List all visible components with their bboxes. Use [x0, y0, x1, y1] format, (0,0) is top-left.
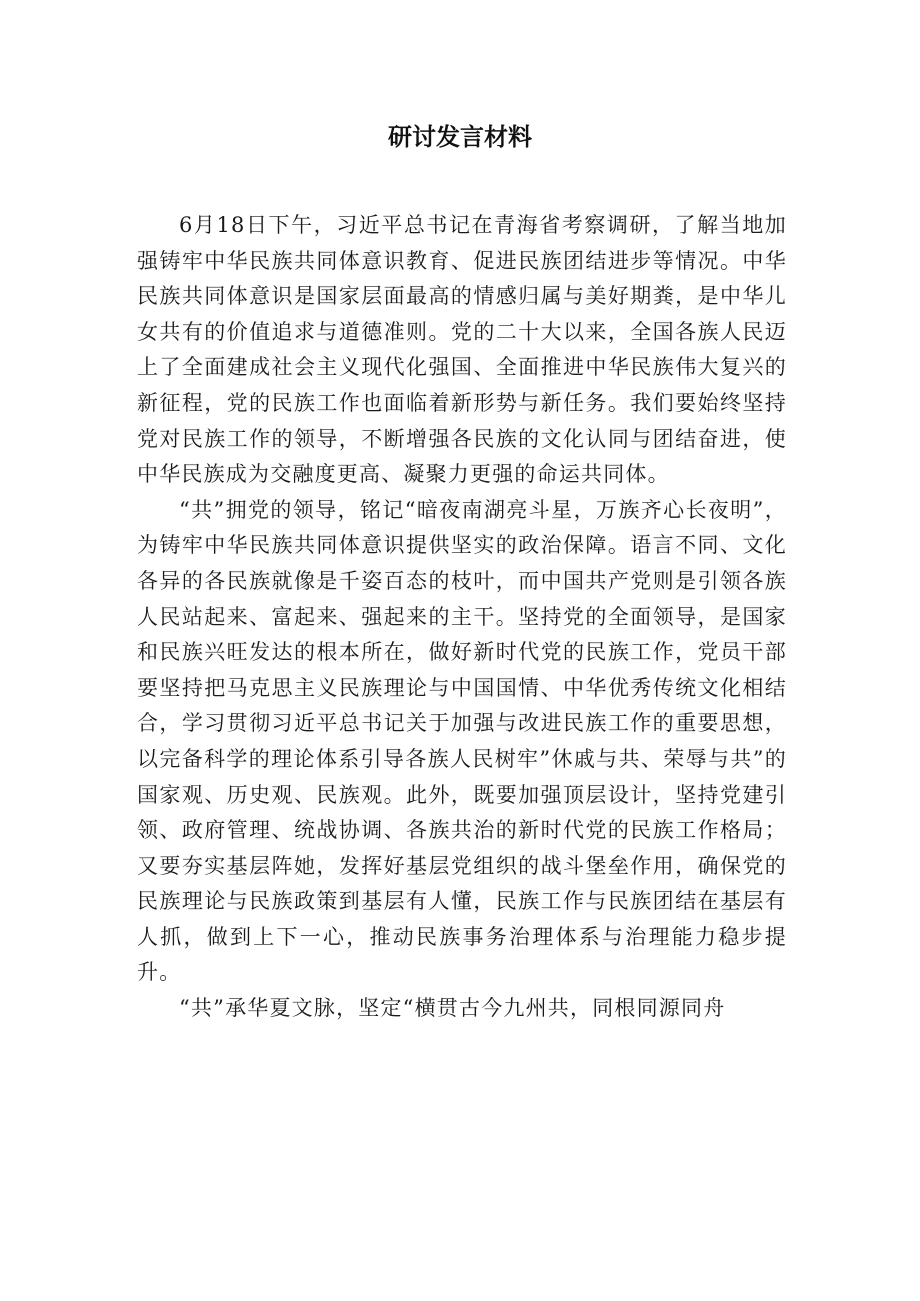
document-body: [137, 208, 787, 1027]
paragraph-2: “共”拥党的领导，铭记“暗夜南湖亮斗星，万族齐心长夜明”，为铸牢中华民族共同体意识提供坚实的政治保障。语言不同、文化各异的各民族就像是千姿百态的枝叶，而中国共产党则是引领各族人民站起来、富起来、强起来的主干。坚持党的全面领导，是国家和民族兴旺发达的根本所在，做好新时代党的民族工作，党员干部要坚持把马克思主义民族理论与中国国情、中华优秀传统文化相结合，学习贯彻习近平总书记关于加强与改进民族工作的重要思想，以完备科学的理论体系引导各族人民树牢”休戚与共、荣辱与共”的国家观、历史观、民族观。此外，既要加强顶层设计，坚持党建引领、政府管理、统战协调、各族共治的新时代党的民族工作格局；又要夯实基层阵她，发挥好基层党组织的战斗堡垒作用，确保党的民族理论与民族政策到基层有人懂，民族工作与民族团结在基层有人抓，做到上下一心，推动民族事务治理体系与治理能力稳步提升。: [137, 497, 787, 985]
paragraph-1: 6月18日下午，习近平总书记在青海省考察调研，了解当地加强铸牢中华民族共同体意识教育、促进民族团结进步等情况。中华民族共同体意识是国家层面最高的情感归属与美好期粪，是中华儿女共有的价值追求与道德准则。党的二十大以来，全国各族人民迈上了全面建成社会主义现代化强国、全面推进中华民族伟大复兴的新征程，党的民族工作也面临着新形势与新任务。我们要始终坚持党对民族工作的领导，不断增强各民族的文化认同与团结奋进，使中华民族成为交融度更高、凝聚力更强的命运共同体。: [137, 213, 787, 487]
paragraph-3: “共”承华夏文脉，坚定“横贯古今九州共，同根同源同舟: [179, 996, 726, 1021]
document-title: 研讨发言材料: [388, 123, 532, 151]
